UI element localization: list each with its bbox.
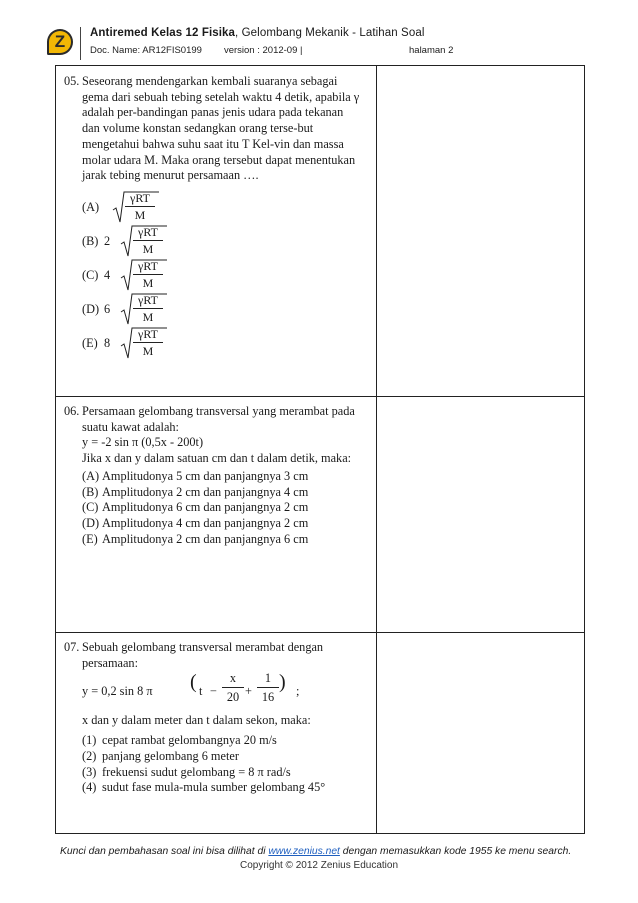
footer-text-pre: Kunci dan pembahasan soal ini bisa dilihat di	[60, 846, 269, 857]
eq-lhs: y = 0,2 sin 8 π	[82, 684, 153, 699]
footer-note	[60, 846, 590, 857]
question-stem	[82, 404, 364, 467]
statement	[82, 780, 364, 796]
wave-equation: y = -2 sin π (0,5x - 200t)	[82, 435, 204, 450]
question-stem: Sebuah gelombang transversal merambat dengan persamaan:	[82, 640, 324, 670]
option-text: Amplitudonya 2 cm dan panjangnya 4 cm	[102, 484, 309, 499]
fraction	[125, 191, 155, 222]
fraction-denominator: M	[142, 343, 154, 358]
option	[82, 258, 364, 292]
fraction-denominator: M	[142, 309, 154, 324]
doc-name: Doc. Name: AR12FIS0199	[90, 45, 202, 56]
eq-t: t	[199, 684, 203, 699]
option-label: (C)	[82, 267, 99, 282]
question-stem: Seseorang mendengarkan kembali suaranya sebagai gema dari sebuah tebing setelah waktu 4 detik, apabila γ adalah per-bandingan panas jenis udara pada tekanan dan volume konstan sedangkan orang terse-but mengetahui bahwa suhu saat itu T Kel-vin dan massa molar udara M. Maka orang tersebut dapat menentukan jarak tebing menurut persamaan ….	[82, 74, 360, 183]
statement-text: sudut fase mula-mula sumber gelombang 45°	[102, 780, 326, 795]
row-divider-1	[56, 396, 584, 397]
option-label: (E)	[82, 335, 98, 350]
question-number: 07.	[64, 640, 80, 654]
fraction	[133, 259, 163, 290]
fraction	[133, 293, 163, 324]
option-coefficient: 8	[104, 335, 111, 350]
equation-block	[82, 671, 364, 729]
fraction-denominator: M	[142, 241, 154, 256]
zenius-logo	[47, 29, 73, 55]
eq-f2-num: 1	[264, 671, 272, 686]
eq-right-paren: )	[279, 671, 286, 694]
statement-text: frekuensi sudut gelombang = 8 π rad/s	[102, 764, 291, 779]
option-label: (A)	[82, 199, 100, 214]
fraction	[133, 327, 163, 358]
option-coefficient: 2	[104, 233, 111, 248]
fraction-numerator: γRT	[138, 258, 158, 273]
question-05	[64, 74, 364, 360]
option-coefficient: 6	[104, 301, 111, 316]
statement	[82, 733, 364, 749]
option-text: Amplitudonya 4 cm dan panjangnya 2 cm	[102, 515, 309, 530]
question-07	[64, 640, 364, 796]
option-label: (B)	[82, 233, 99, 248]
option-label: (D)	[82, 301, 100, 316]
zenius-link[interactable]: www.zenius.net	[268, 846, 340, 857]
eq-left-paren: (	[190, 671, 197, 694]
copyright: Copyright © 2012 Zenius Education	[239, 860, 399, 871]
statement-text: panjang gelombang 6 meter	[102, 748, 239, 763]
eq-plus: +	[245, 684, 252, 699]
option	[82, 485, 364, 501]
statement-label: (3)	[82, 764, 97, 779]
fraction-numerator: γRT	[138, 326, 158, 341]
document-title	[90, 27, 424, 39]
question-number: 05.	[64, 74, 80, 88]
fraction-denominator: M	[142, 275, 154, 290]
option	[82, 469, 364, 485]
eq-f2-den: 16	[261, 690, 275, 705]
statement-label: (2)	[82, 748, 97, 763]
fraction-denominator: M	[134, 207, 146, 222]
footer-text-post: dengan memasukkan kode 1955 ke menu search.	[339, 846, 572, 857]
eq-fraction-2	[257, 671, 279, 704]
header-divider	[80, 27, 81, 60]
option-label: (A)	[82, 468, 100, 483]
option	[82, 190, 364, 224]
statement-label: (4)	[82, 780, 97, 795]
option-label: (E)	[82, 531, 98, 546]
statement-label: (1)	[82, 733, 97, 748]
option	[82, 500, 364, 516]
option	[82, 224, 364, 258]
fraction	[133, 225, 163, 256]
fraction-numerator: γRT	[138, 224, 158, 239]
row-divider-2	[56, 632, 584, 633]
option-text: Amplitudonya 5 cm dan panjangnya 3 cm	[102, 468, 309, 483]
statement	[82, 765, 364, 781]
option-coefficient: 4	[104, 267, 111, 282]
wave-equation	[82, 671, 364, 705]
title-bold: Antiremed Kelas 12 Fisika	[90, 27, 236, 39]
question-06	[64, 404, 364, 547]
option	[82, 326, 364, 360]
eq-semicolon: ;	[296, 684, 300, 699]
statement	[82, 749, 364, 765]
eq-f1-den: 20	[226, 690, 240, 705]
page-number: halaman 2	[409, 45, 454, 56]
option	[82, 292, 364, 326]
eq-f1-num: x	[229, 671, 237, 686]
option-label: (C)	[82, 500, 99, 515]
logo-letter: Z	[54, 32, 66, 51]
title-rest: , Gelombang Mekanik - Latihan Soal	[235, 27, 425, 39]
option-text: Amplitudonya 6 cm dan panjangnya 2 cm	[102, 500, 309, 515]
eq-minus: −	[210, 684, 217, 699]
fraction-numerator: γRT	[138, 292, 158, 307]
statements-list	[82, 733, 364, 796]
option-label: (B)	[82, 484, 99, 499]
option-text: Amplitudonya 2 cm dan panjangnya 6 cm	[102, 531, 309, 546]
option	[82, 532, 364, 548]
document-meta	[90, 45, 302, 56]
column-divider	[376, 66, 377, 833]
options-list	[82, 190, 364, 360]
question-number: 06.	[64, 404, 80, 418]
eq-fraction-1	[222, 671, 244, 704]
doc-version: version : 2012-09 |	[223, 45, 303, 56]
stem-text-2: Jika x dan y dalam satuan cm dan t dalam detik, maka:	[82, 451, 352, 466]
stem-text-2: x dan y dalam meter dan t dalam sekon, maka:	[82, 713, 311, 728]
option-label: (D)	[82, 515, 100, 530]
option	[82, 516, 364, 532]
statement-text: cepat rambat gelombangnya 20 m/s	[102, 733, 277, 748]
options-list	[82, 469, 364, 548]
stem-text: Persamaan gelombang transversal yang merambat pada suatu kawat adalah:	[82, 404, 355, 434]
fraction-numerator: γRT	[130, 190, 150, 205]
question-frame	[55, 65, 585, 834]
